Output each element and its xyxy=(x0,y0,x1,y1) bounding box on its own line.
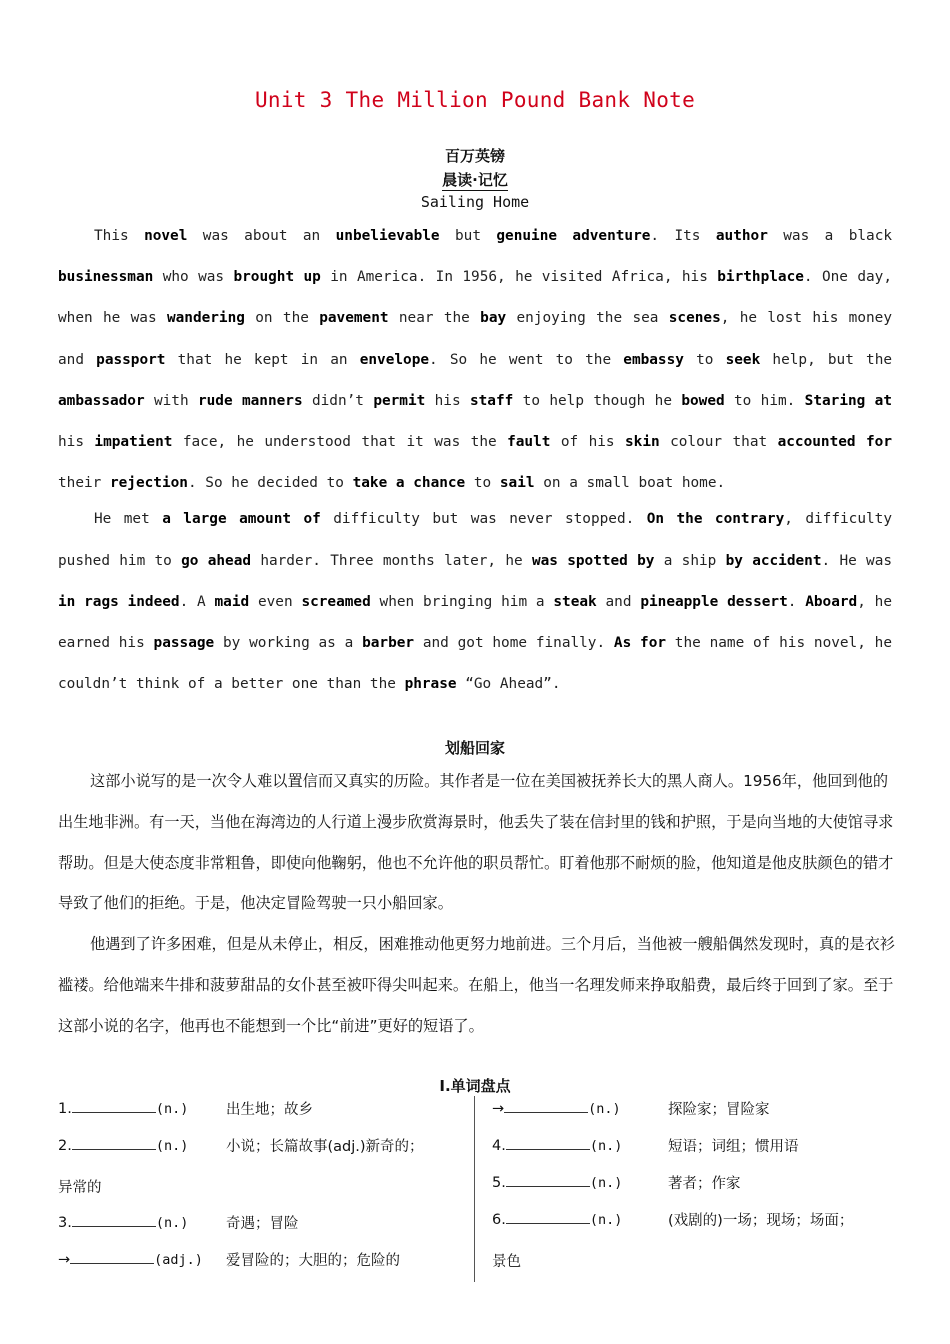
vocab-item xyxy=(58,1098,468,1117)
part-of-speech: (n.) xyxy=(155,1215,189,1231)
part-of-speech: (n.) xyxy=(588,1101,621,1117)
vocab-number: 2. xyxy=(58,1138,72,1154)
key-term: brought up xyxy=(233,269,321,286)
key-term: permit xyxy=(373,392,426,409)
passage-text: was a black xyxy=(767,228,893,244)
vocab-item xyxy=(492,1098,902,1117)
key-term: screamed xyxy=(301,593,371,610)
answer-blank[interactable] xyxy=(504,1098,588,1113)
vocab-section-title: I.单词盘点 xyxy=(439,1077,511,1095)
key-term: wandering xyxy=(166,310,245,327)
vocab-number: 3. xyxy=(58,1215,72,1231)
key-term: As for xyxy=(613,635,667,652)
chinese-paragraph-2: 他遇到了许多困难，但是从未停止，相反，困难推动他更努力地前进。三个月后，当他被一艘船偶然发现时，真的是衣衫褴褛。给他端来牛排和菠萝甜品的女仆甚至被吓得尖叫起来。在船上，他当一名理发师来挣取船费，最后终于回到了家。至于这部小说的名字，他再也不能想到一个比“前进”更好的短语了。 xyxy=(58,935,895,1035)
vocab-meaning: 探险家；冒险家 xyxy=(668,1102,770,1118)
key-term: pavement xyxy=(319,310,389,327)
answer-blank[interactable] xyxy=(70,1249,154,1264)
vocab-meaning: 奇遇；冒险 xyxy=(226,1216,299,1232)
vocab-meaning: 出生地；故乡 xyxy=(226,1102,313,1118)
passage-text: his xyxy=(425,392,470,409)
vocab-meaning: 小说；长篇故事(adj.)新奇的； xyxy=(226,1139,424,1155)
english-passage-title: Sailing Home xyxy=(420,193,530,211)
vocab-number: 5. xyxy=(492,1175,506,1191)
key-term: embassy xyxy=(623,351,684,368)
vocab-item xyxy=(492,1135,902,1154)
part-of-speech: (adj.) xyxy=(154,1252,203,1268)
passage-text: but xyxy=(439,228,497,244)
passage-text: on a small boat home. xyxy=(534,475,726,492)
key-term: bowed xyxy=(681,392,725,409)
passage-text: . xyxy=(787,593,806,610)
part-of-speech: (n.) xyxy=(589,1138,623,1154)
passage-text: harder. Three months later, he xyxy=(251,552,532,569)
key-term: in rags indeed xyxy=(58,593,180,610)
passage-text: . Its xyxy=(650,228,716,244)
key-term: birthplace xyxy=(717,269,804,286)
passage-text: , he earned his xyxy=(58,593,893,652)
part-of-speech: (n.) xyxy=(155,1101,189,1117)
key-term: unbelievable xyxy=(335,228,440,244)
passage-text: a ship xyxy=(654,552,726,569)
answer-blank[interactable] xyxy=(506,1172,590,1187)
passage-text: He met xyxy=(94,511,163,528)
key-term: accounted for xyxy=(777,434,892,451)
vocab-number: 4. xyxy=(492,1138,506,1154)
chinese-paragraph-1: 这部小说写的是一次令人难以置信而又真实的历险。其作者是一位在美国被抚养长大的黑人商人。1956年，他回到他的出生地非洲。有一天，当他在海湾边的人行道上漫步欣赏海景时，他丢失了装在信封里的钱和护照，于是向当地的大使馆寻求帮助。但是大使态度非常粗鲁，即使向他鞠躬，他也不允许他的职员帮忙。盯着他那不耐烦的脸，他知道是他皮肤颜色的错才导致了他们的拒绝。于是，他决定冒险驾驶一只小船回家。 xyxy=(58,772,894,913)
vocab-meaning: 爱冒险的；大胆的；危险的 xyxy=(226,1253,400,1269)
passage-text: the name of his novel, he couldn’t think of a better one than the xyxy=(58,635,892,693)
passage-text: when bringing him a xyxy=(370,593,554,610)
answer-blank[interactable] xyxy=(506,1135,590,1150)
key-term: businessman xyxy=(58,269,154,286)
key-term: was spotted by xyxy=(531,552,655,569)
vocab-item xyxy=(492,1172,902,1191)
passage-text: was about an xyxy=(187,228,336,244)
key-term: go ahead xyxy=(181,552,252,569)
key-term: rejection xyxy=(109,475,188,492)
english-passage xyxy=(58,216,892,705)
key-term: passage xyxy=(153,635,215,652)
key-term: author xyxy=(715,228,768,244)
key-term: staff xyxy=(469,392,514,409)
passage-text: that he kept in an xyxy=(165,351,360,368)
passage-text: to him. xyxy=(724,392,805,409)
passage-text: . One day, when he was xyxy=(58,269,892,327)
passage-text: . He was xyxy=(821,552,893,569)
chinese-subtitle: 百万英镑 xyxy=(444,147,505,165)
answer-blank[interactable] xyxy=(72,1212,156,1227)
column-divider xyxy=(474,1096,475,1282)
passage-text: . So he went to the xyxy=(429,351,624,368)
key-term: barber xyxy=(362,635,415,652)
key-term: by accident xyxy=(725,552,822,569)
passage-text: and xyxy=(596,593,641,610)
english-paragraph-2 xyxy=(58,499,892,705)
passage-text: face, he understood that it was the xyxy=(172,434,508,451)
passage-text: and got home finally. xyxy=(414,635,614,652)
key-term: ambassador xyxy=(58,392,145,409)
passage-text: enjoying the sea xyxy=(506,310,669,327)
passage-text: even xyxy=(249,593,302,610)
key-term: Staring at xyxy=(804,392,892,409)
vocab-number: → xyxy=(492,1101,505,1117)
passage-text: help, but the xyxy=(760,351,893,368)
key-term: pineapple dessert xyxy=(640,593,788,610)
passage-text: to xyxy=(465,475,500,492)
part-of-speech: (n.) xyxy=(589,1212,623,1228)
part-of-speech: (n.) xyxy=(589,1175,623,1191)
key-term: maid xyxy=(214,593,250,610)
answer-blank[interactable] xyxy=(72,1098,156,1113)
key-term: phrase xyxy=(404,676,457,693)
chinese-passage xyxy=(58,761,902,1047)
passage-text: who was xyxy=(153,269,234,286)
vocab-meaning: 短语；词组；惯用语 xyxy=(668,1139,799,1155)
key-term: seek xyxy=(725,351,761,368)
section-label: 晨读·记忆 xyxy=(442,171,508,189)
key-term: On the contrary xyxy=(646,511,785,528)
vocab-meaning: (戏剧的)一场；现场；场面； xyxy=(668,1213,854,1229)
passage-text: difficulty but was never stopped. xyxy=(320,511,647,528)
key-term: novel xyxy=(144,228,188,244)
passage-text: of his xyxy=(550,434,626,451)
page-title: Unit 3 The Million Pound Bank Note xyxy=(254,88,696,112)
passage-text: near the xyxy=(388,310,481,327)
key-term: envelope xyxy=(359,351,430,368)
passage-text: This xyxy=(94,228,145,244)
passage-text: , difficulty pushed him to xyxy=(58,511,892,569)
passage-text: didn’t xyxy=(302,392,374,409)
passage-text: with xyxy=(144,392,198,409)
key-term: genuine adventure xyxy=(496,228,651,244)
passage-text: colour that xyxy=(659,434,778,451)
vocab-item xyxy=(58,1212,468,1231)
key-term: impatient xyxy=(94,434,173,451)
vocab-number: → xyxy=(58,1252,71,1268)
key-term: bay xyxy=(480,310,507,327)
answer-blank[interactable] xyxy=(506,1209,590,1224)
key-term: rude manners xyxy=(197,392,303,409)
passage-text: to xyxy=(683,351,726,368)
key-term: Aboard xyxy=(805,593,858,610)
passage-text: on the xyxy=(244,310,320,327)
passage-text: in America. In 1956, he visited Africa, his xyxy=(320,269,718,286)
passage-text: to help though he xyxy=(513,392,682,409)
vocab-meaning: 著者；作家 xyxy=(668,1176,741,1192)
key-term: sail xyxy=(499,475,535,492)
key-term: skin xyxy=(625,434,660,451)
passage-text: . A xyxy=(179,593,215,610)
vocab-item xyxy=(58,1249,468,1268)
key-term: a large amount of xyxy=(162,511,321,528)
vocab-meaning-continued: 景色 xyxy=(492,1254,521,1270)
english-paragraph-1 xyxy=(58,216,892,504)
answer-blank[interactable] xyxy=(72,1135,156,1150)
vocab-item xyxy=(492,1209,902,1228)
passage-text: his xyxy=(58,434,95,451)
chinese-passage-title: 划船回家 xyxy=(444,739,505,757)
key-term: passport xyxy=(96,351,166,368)
passage-text: “Go Ahead”. xyxy=(456,676,561,693)
vocab-item xyxy=(58,1135,468,1154)
key-term: fault xyxy=(507,434,551,451)
key-term: take a chance xyxy=(352,475,466,492)
vocab-number: 1. xyxy=(58,1101,72,1117)
vocab-meaning-continued: 异常的 xyxy=(58,1180,102,1196)
passage-text: by working as a xyxy=(214,635,363,652)
passage-text: their xyxy=(58,475,110,492)
part-of-speech: (n.) xyxy=(155,1138,189,1154)
key-term: steak xyxy=(553,593,597,610)
vocab-number: 6. xyxy=(492,1212,506,1228)
passage-text: , he lost his money and xyxy=(58,310,893,368)
key-term: scenes xyxy=(668,310,721,327)
passage-text: . So he decided to xyxy=(187,475,353,492)
